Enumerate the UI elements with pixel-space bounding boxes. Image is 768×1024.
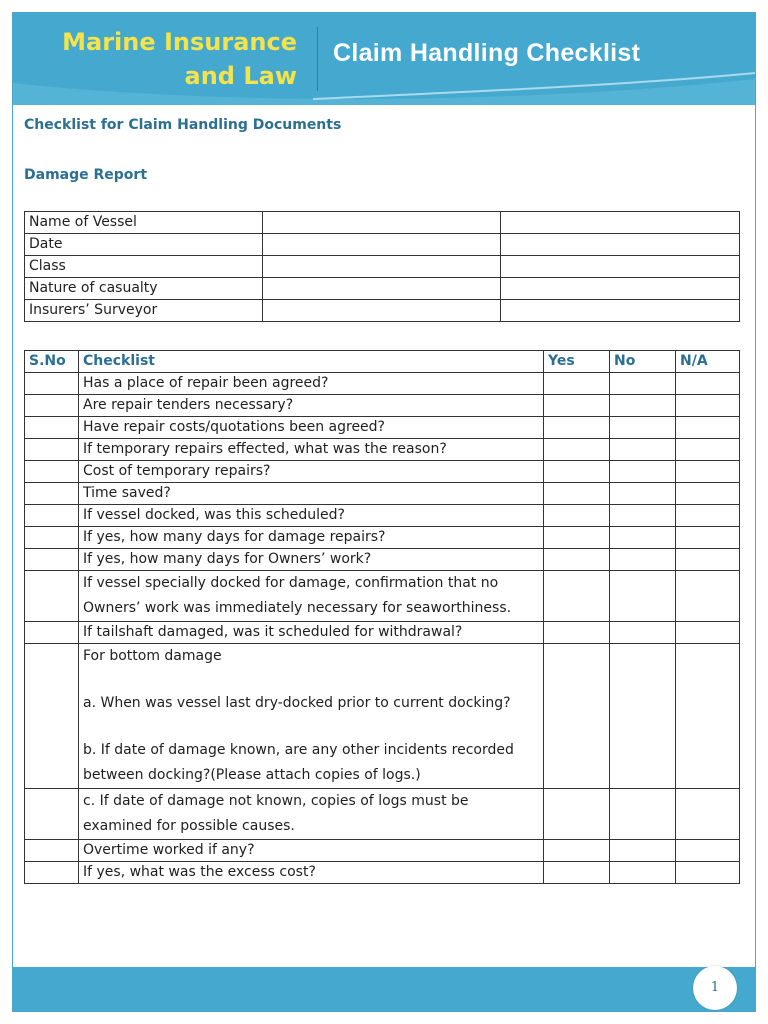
table-row: [25, 395, 740, 417]
na-cell[interactable]: [676, 840, 740, 862]
checklist-item: If yes, how many days for damage repairs?: [79, 527, 544, 549]
checklist-item: If temporary repairs effected, what was the reason?: [79, 439, 544, 461]
sno-cell: [25, 527, 79, 549]
checklist-item: If yes, what was the excess cost?: [79, 862, 544, 884]
page-footer: [13, 967, 755, 1011]
claim-checklist-table: [24, 350, 740, 884]
column-header-sno: S.No: [25, 351, 79, 373]
sno-cell: [25, 549, 79, 571]
table-row: [25, 461, 740, 483]
yes-cell[interactable]: [544, 644, 610, 789]
yes-cell[interactable]: [544, 439, 610, 461]
bottom-damage-intro: For bottom damage: [83, 648, 222, 664]
bottom-damage-question-b: b. If date of damage known, are any other incidents recorded between docking?(Please attach copies of logs.): [83, 742, 514, 783]
table-row: [25, 505, 740, 527]
table-row: [25, 300, 740, 322]
header-divider: [317, 27, 318, 91]
sno-cell: [25, 840, 79, 862]
info-value-cell[interactable]: [263, 234, 501, 256]
table-row: [25, 862, 740, 884]
yes-cell[interactable]: [544, 527, 610, 549]
info-value-cell[interactable]: [501, 212, 740, 234]
table-row: [25, 549, 740, 571]
na-cell[interactable]: [676, 395, 740, 417]
na-cell[interactable]: [676, 439, 740, 461]
checklist-item: Are repair tenders necessary?: [79, 395, 544, 417]
column-header-na: N/A: [676, 351, 740, 373]
no-cell[interactable]: [610, 439, 676, 461]
no-cell[interactable]: [610, 789, 676, 840]
table-row: [25, 571, 740, 622]
sno-cell: [25, 395, 79, 417]
yes-cell[interactable]: [544, 505, 610, 527]
sno-cell: [25, 483, 79, 505]
no-cell[interactable]: [610, 505, 676, 527]
document-title: Claim Handling Checklist: [333, 39, 641, 67]
checklist-item: Time saved?: [79, 483, 544, 505]
table-row: [25, 417, 740, 439]
yes-cell[interactable]: [544, 840, 610, 862]
na-cell[interactable]: [676, 644, 740, 789]
page-header: [13, 13, 755, 105]
yes-cell[interactable]: [544, 622, 610, 644]
info-value-cell[interactable]: [263, 256, 501, 278]
checklist-item: If vessel docked, was this scheduled?: [79, 505, 544, 527]
info-label: Name of Vessel: [25, 212, 263, 234]
info-label: Insurers’ Surveyor: [25, 300, 263, 322]
page-number: 1: [693, 966, 737, 1010]
brand-line-2: and Law: [184, 62, 297, 90]
checklist-item: Have repair costs/quotations been agreed?: [79, 417, 544, 439]
no-cell[interactable]: [610, 644, 676, 789]
sno-cell: [25, 644, 79, 789]
checklist-item: c. If date of damage not known, copies of logs must be examined for possible causes.: [79, 789, 544, 840]
table-row: [25, 644, 740, 789]
table-row: [25, 840, 740, 862]
table-header-row: [25, 351, 740, 373]
subsection-title: Damage Report: [24, 167, 148, 183]
table-row: [25, 373, 740, 395]
sno-cell: [25, 505, 79, 527]
info-label: Class: [25, 256, 263, 278]
yes-cell[interactable]: [544, 862, 610, 884]
sno-cell: [25, 862, 79, 884]
sno-cell: [25, 461, 79, 483]
yes-cell[interactable]: [544, 461, 610, 483]
vessel-info-table: [24, 211, 740, 322]
table-row: [25, 483, 740, 505]
info-value-cell[interactable]: [501, 256, 740, 278]
table-row: [25, 622, 740, 644]
na-cell[interactable]: [676, 527, 740, 549]
yes-cell[interactable]: [544, 789, 610, 840]
sno-cell: [25, 439, 79, 461]
na-cell[interactable]: [676, 622, 740, 644]
no-cell[interactable]: [610, 373, 676, 395]
info-value-cell[interactable]: [501, 234, 740, 256]
info-value-cell[interactable]: [501, 300, 740, 322]
brand-title: [62, 25, 297, 93]
na-cell[interactable]: [676, 549, 740, 571]
na-cell[interactable]: [676, 505, 740, 527]
info-value-cell[interactable]: [501, 278, 740, 300]
table-row: [25, 527, 740, 549]
sno-cell: [25, 417, 79, 439]
na-cell[interactable]: [676, 461, 740, 483]
na-cell[interactable]: [676, 571, 740, 622]
column-header-yes: Yes: [544, 351, 610, 373]
yes-cell[interactable]: [544, 549, 610, 571]
sno-cell: [25, 789, 79, 840]
no-cell[interactable]: [610, 483, 676, 505]
checklist-item: Overtime worked if any?: [79, 840, 544, 862]
info-value-cell[interactable]: [263, 278, 501, 300]
bottom-damage-question-a: a. When was vessel last dry-docked prior to current docking?: [83, 695, 511, 711]
checklist-item: If yes, how many days for Owners’ work?: [79, 549, 544, 571]
no-cell[interactable]: [610, 571, 676, 622]
column-header-no: No: [610, 351, 676, 373]
checklist-item: If vessel specially docked for damage, confirmation that no Owners’ work was immediately necessary for seaworthiness.: [79, 571, 544, 622]
column-header-checklist: Checklist: [79, 351, 544, 373]
na-cell[interactable]: [676, 373, 740, 395]
table-row: [25, 212, 740, 234]
table-row: [25, 278, 740, 300]
no-cell[interactable]: [610, 622, 676, 644]
yes-cell[interactable]: [544, 395, 610, 417]
no-cell[interactable]: [610, 417, 676, 439]
checklist-item: Has a place of repair been agreed?: [79, 373, 544, 395]
info-value-cell[interactable]: [263, 212, 501, 234]
page-frame: [12, 12, 756, 1012]
no-cell[interactable]: [610, 461, 676, 483]
table-row: [25, 234, 740, 256]
yes-cell[interactable]: [544, 373, 610, 395]
na-cell[interactable]: [676, 483, 740, 505]
info-label: Date: [25, 234, 263, 256]
na-cell[interactable]: [676, 789, 740, 840]
info-label: Nature of casualty: [25, 278, 263, 300]
no-cell[interactable]: [610, 840, 676, 862]
sno-cell: [25, 571, 79, 622]
na-cell[interactable]: [676, 862, 740, 884]
no-cell[interactable]: [610, 862, 676, 884]
yes-cell[interactable]: [544, 483, 610, 505]
section-title: Checklist for Claim Handling Documents: [24, 117, 342, 133]
info-value-cell[interactable]: [263, 300, 501, 322]
na-cell[interactable]: [676, 417, 740, 439]
sno-cell: [25, 622, 79, 644]
table-row: [25, 789, 740, 840]
checklist-item: Cost of temporary repairs?: [79, 461, 544, 483]
no-cell[interactable]: [610, 527, 676, 549]
table-row: [25, 439, 740, 461]
table-row: [25, 256, 740, 278]
no-cell[interactable]: [610, 395, 676, 417]
brand-line-1: Marine Insurance: [62, 28, 297, 56]
checklist-item: If tailshaft damaged, was it scheduled for withdrawal?: [79, 622, 544, 644]
yes-cell[interactable]: [544, 417, 610, 439]
no-cell[interactable]: [610, 549, 676, 571]
yes-cell[interactable]: [544, 571, 610, 622]
sno-cell: [25, 373, 79, 395]
checklist-item-bottom-damage: [79, 644, 544, 789]
